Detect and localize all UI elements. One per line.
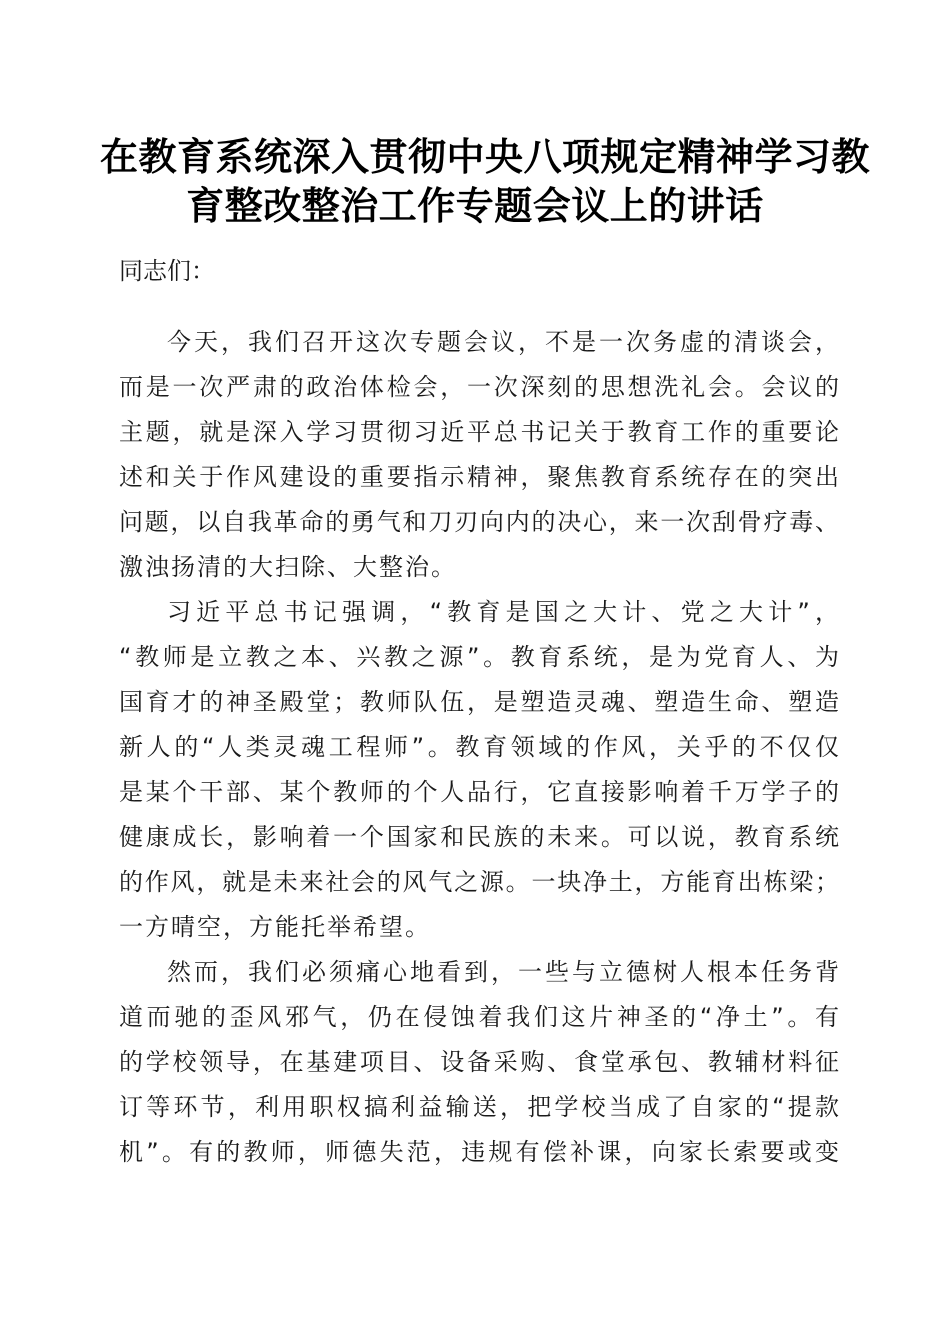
paragraph-line: 激浊扬清的大扫除、大整治。 (119, 553, 457, 581)
paragraph-line: 机”。有的教师，师德失范，违规有偿补课，向家长索要或变 (119, 1138, 839, 1166)
paragraph-line: 新人的“人类灵魂工程师”。教育领域的作风，关乎的不仅仅 (119, 733, 839, 761)
paragraph-line: 是某个干部、某个教师的个人品行，它直接影响着千万学子的 (119, 778, 839, 806)
paragraph-line: 而是一次严肃的政治体检会，一次深刻的思想洗礼会。会议的 (119, 373, 839, 401)
paragraph-line: 述和关于作风建设的重要指示精神，聚焦教育系统存在的突出 (119, 463, 839, 491)
paragraph-line: 然而，我们必须痛心地看到，一些与立德树人根本任务背 (167, 958, 839, 986)
paragraph-line: 习近平总书记强调，“教育是国之大计、党之大计”， (167, 598, 839, 626)
paragraph-line: 今天，我们召开这次专题会议，不是一次务虚的清谈会， (167, 328, 839, 356)
paragraph-line: 订等环节，利用职权搞利益输送，把学校当成了自家的“提款 (119, 1093, 839, 1121)
paragraph-line: 主题，就是深入学习贯彻习近平总书记关于教育工作的重要论 (119, 418, 839, 446)
paragraph-line: “教师是立教之本、兴教之源”。教育系统，是为党育人、为 (119, 643, 839, 671)
paragraph-line: 问题，以自我革命的勇气和刀刃向内的决心，来一次刮骨疗毒、 (119, 508, 839, 536)
document-title (100, 132, 871, 230)
paragraph-line: 的学校领导，在基建项目、设备采购、食堂承包、教辅材料征 (119, 1048, 839, 1076)
paragraph-line: 健康成长，影响着一个国家和民族的未来。可以说，教育系统 (119, 823, 839, 851)
paragraph-line: 的作风，就是未来社会的风气之源。一块净土，方能育出栋梁； (119, 868, 839, 896)
title-line: 在教育系统深入贯彻中央八项规定精神学习教 (100, 134, 871, 179)
paragraph-line: 道而驰的歪风邪气，仍在侵蚀着我们这片神圣的“净土”。有 (119, 1003, 839, 1031)
paragraph-line: 国育才的神圣殿堂；教师队伍，是塑造灵魂、塑造生命、塑造 (119, 688, 839, 716)
title-line: 育整改整治工作专题会议上的讲话 (186, 183, 764, 228)
paragraph-line: 一方晴空，方能托举希望。 (119, 913, 431, 941)
salutation: 同志们： (119, 257, 215, 285)
